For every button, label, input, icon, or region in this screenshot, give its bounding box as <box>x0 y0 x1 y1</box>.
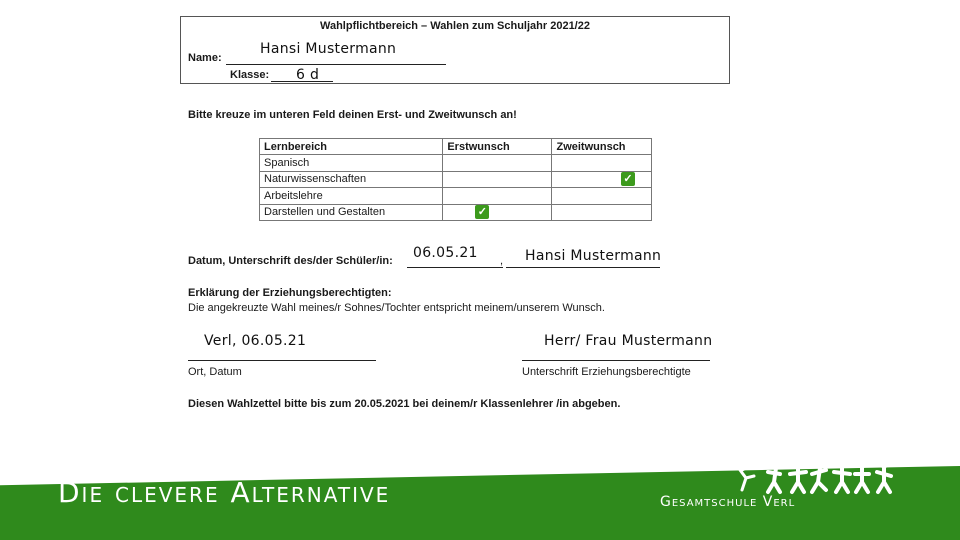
slogan: Die clevere Alternative <box>58 476 391 509</box>
table-row <box>260 204 652 220</box>
student-sign-label: Datum, Unterschrift des/der Schüler/in: <box>188 255 393 267</box>
first-choice-cell[interactable] <box>443 155 552 171</box>
subject-cell: Naturwissenschaften <box>260 171 443 187</box>
school-name: Gesamtschule Verl <box>660 494 796 510</box>
place-date-label: Ort, Datum <box>188 366 242 378</box>
second-choice-cell[interactable] <box>552 171 652 187</box>
second-choice-cell[interactable] <box>552 204 652 220</box>
table-row <box>260 188 652 204</box>
parents-text: Die angekreuzte Wahl meines/r Sohnes/Tochter entspricht meinem/unserem Wunsch. <box>188 302 605 314</box>
running-figures-icon <box>728 456 898 498</box>
first-choice-cell[interactable] <box>443 188 552 204</box>
instruction-text: Bitte kreuze im unteren Feld deinen Erst- und Zweitwunsch an! <box>188 109 517 121</box>
parent-signature-label: Unterschrift Erziehungsberechtigte <box>522 366 691 378</box>
name-value[interactable]: Hansi Mustermann <box>260 41 397 57</box>
second-choice-cell[interactable] <box>552 155 652 171</box>
sign-separator: , <box>500 255 504 267</box>
deadline-text: Diesen Wahlzettel bitte bis zum 20.05.2021 bei deinem/r Klassenlehrer /in abgeben. <box>188 398 621 410</box>
column-header-subject: Lernbereich <box>260 139 443 155</box>
student-date-value[interactable]: 06.05.21 <box>413 245 478 261</box>
parent-signature-value[interactable]: Herr/ Frau Mustermann <box>544 333 713 349</box>
table-header-row <box>260 139 652 155</box>
parents-heading: Erklärung der Erziehungsberechtigten: <box>188 287 392 299</box>
name-label: Name: <box>188 52 222 64</box>
subject-cell: Spanisch <box>260 155 443 171</box>
column-header-second: Zweitwunsch <box>552 139 652 155</box>
wish-table <box>259 138 652 221</box>
table-row <box>260 155 652 171</box>
second-choice-cell[interactable] <box>552 188 652 204</box>
first-choice-cell[interactable] <box>443 171 552 187</box>
class-value[interactable]: 6 d <box>296 67 320 83</box>
table-row <box>260 171 652 187</box>
name-line <box>226 64 446 65</box>
checkmark-icon: ✓ <box>621 172 635 186</box>
first-choice-cell[interactable] <box>443 204 552 220</box>
place-date-line <box>188 360 376 361</box>
place-date-value[interactable]: Verl, 06.05.21 <box>204 333 307 349</box>
student-date-line <box>407 267 503 268</box>
subject-cell: Arbeitslehre <box>260 188 443 204</box>
form-title: Wahlpflichtbereich – Wahlen zum Schuljahr 2021/22 <box>320 20 590 32</box>
subject-cell: Darstellen und Gestalten <box>260 204 443 220</box>
class-label: Klasse: <box>230 69 270 81</box>
column-header-first: Erstwunsch <box>443 139 552 155</box>
student-signature-value[interactable]: Hansi Mustermann <box>525 248 662 264</box>
checkmark-icon: ✓ <box>475 205 489 219</box>
student-signature-line <box>506 267 660 268</box>
parent-signature-line <box>522 360 710 361</box>
